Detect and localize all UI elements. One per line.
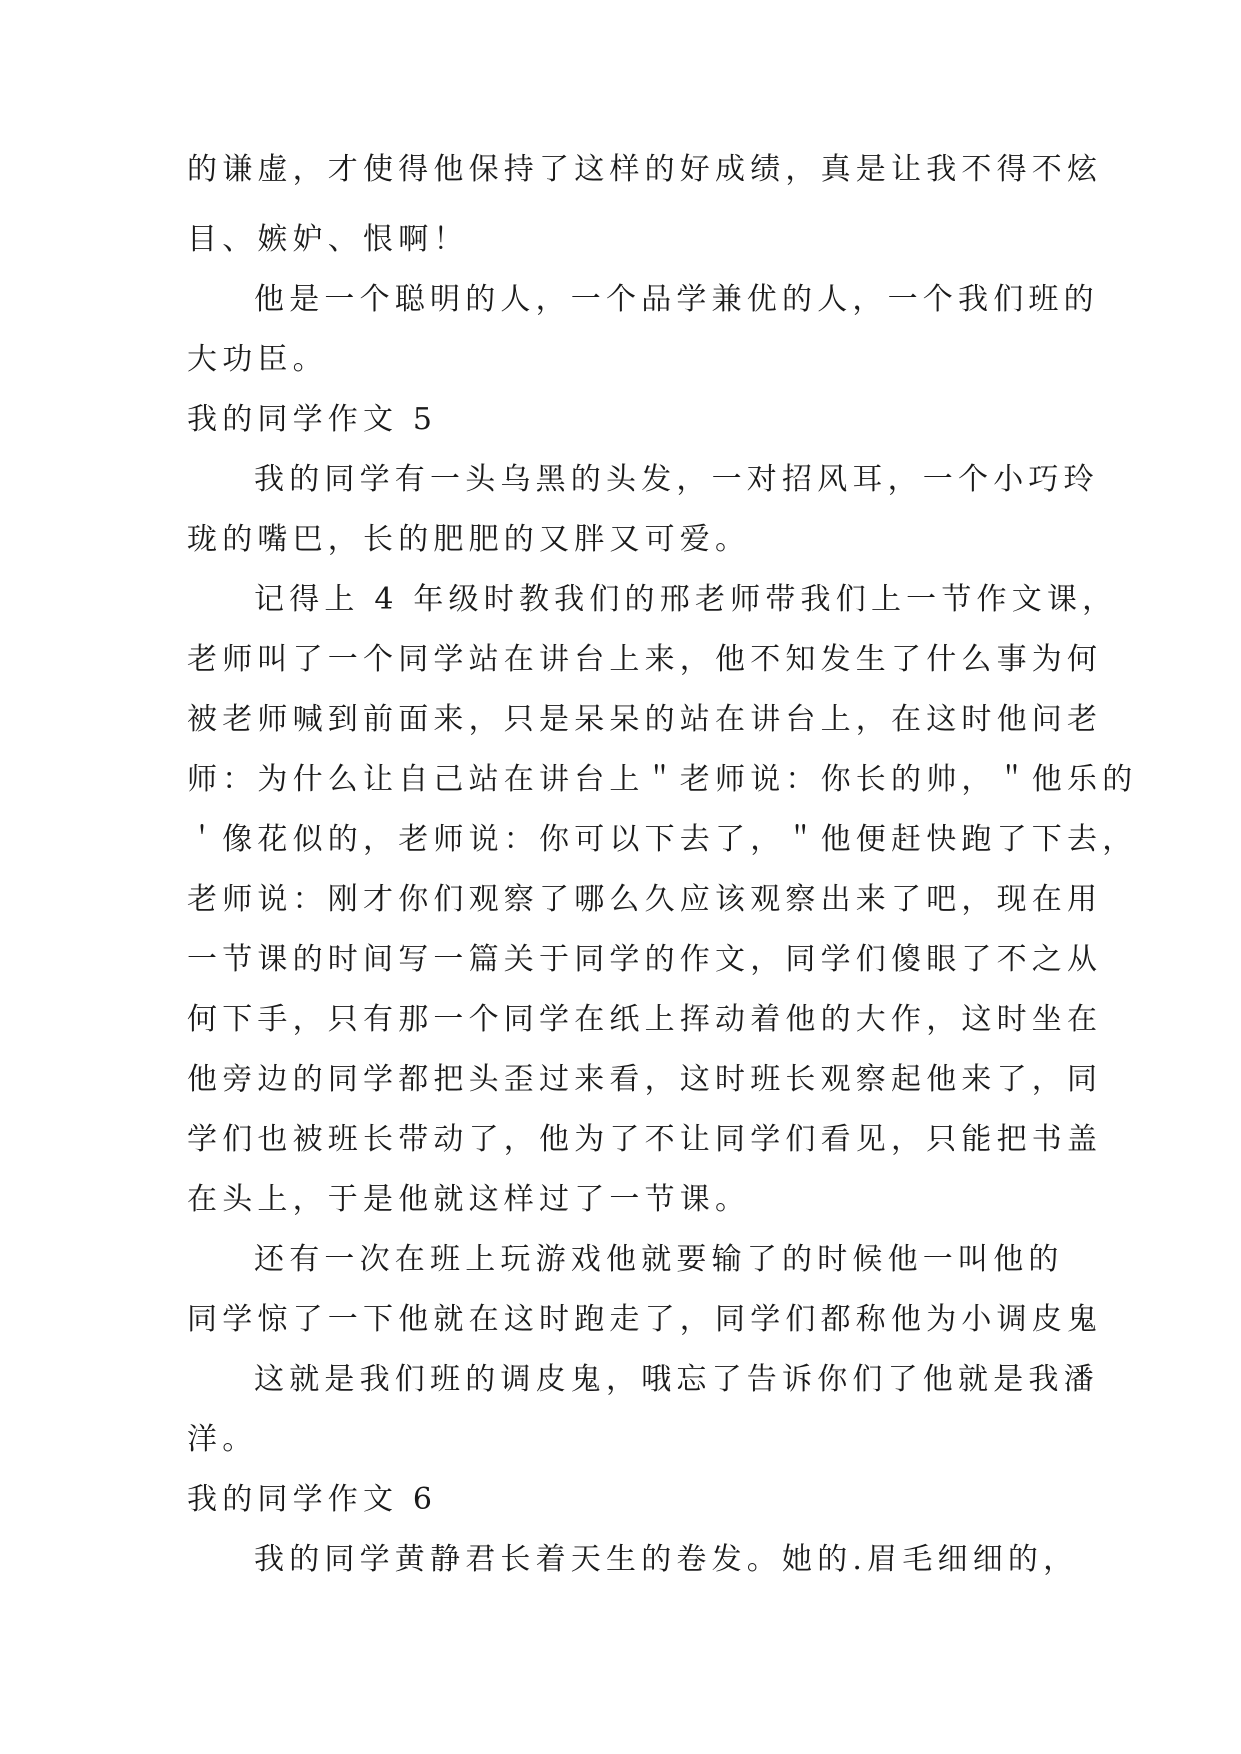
text-line: ＇像花似的，老师说：你可以下去了，＂他便赶快跑了下去， [187,822,1138,857]
text-line: 同学惊了一下他就在这时跑走了，同学们都称他为小调皮鬼 [187,1302,1103,1337]
text-line: 记得上 4 年级时教我们的邢老师带我们上一节作文课， [254,582,1118,617]
text-line: 一节课的时间写一篇关于同学的作文，同学们傻眼了不之从 [187,942,1103,977]
text-line: 洋。 [187,1422,258,1457]
text-line: 目、嫉妒、恨啊！ [187,222,469,257]
text-line: 何下手，只有那一个同学在纸上挥动着他的大作，这时坐在 [187,1002,1103,1037]
text-line: 珑的嘴巴，长的肥肥的又胖又可爱。 [187,522,751,557]
text-line: 还有一次在班上玩游戏他就要输了的时候他一叫他的 [254,1242,1064,1277]
text-line: 的谦虚，才使得他保持了这样的好成绩，真是让我不得不炫 [187,152,1103,187]
text-line: 大功臣。 [187,342,328,377]
text-line: 他旁边的同学都把头歪过来看，这时班长观察起他来了，同 [187,1062,1103,1097]
text-line: 我的同学有一头乌黑的头发，一对招风耳，一个小巧玲 [254,462,1099,497]
text-line: 这就是我们班的调皮鬼，哦忘了告诉你们了他就是我潘 [254,1362,1099,1397]
text-line: 学们也被班长带动了，他为了不让同学们看见，只能把书盖 [187,1122,1103,1157]
section-heading: 我的同学作文 6 [187,1482,438,1517]
text-line: 老师说：刚才你们观察了哪么久应该观察出来了吧，现在用 [187,882,1103,917]
text-line: 在头上，于是他就这样过了一节课。 [187,1182,751,1217]
text-line: 他是一个聪明的人，一个品学兼优的人，一个我们班的 [254,282,1099,317]
text-line: 被老师喊到前面来，只是呆呆的站在讲台上，在这时他问老 [187,702,1103,737]
text-line: 我的同学黄静君长着天生的卷发。她的.眉毛细细的， [254,1542,1079,1577]
text-line: 老师叫了一个同学站在讲台上来，他不知发生了什么事为何 [187,642,1103,677]
text-line: 师：为什么让自己站在讲台上＂老师说：你长的帅，＂他乐的 [187,762,1138,797]
section-heading: 我的同学作文 5 [187,402,438,437]
